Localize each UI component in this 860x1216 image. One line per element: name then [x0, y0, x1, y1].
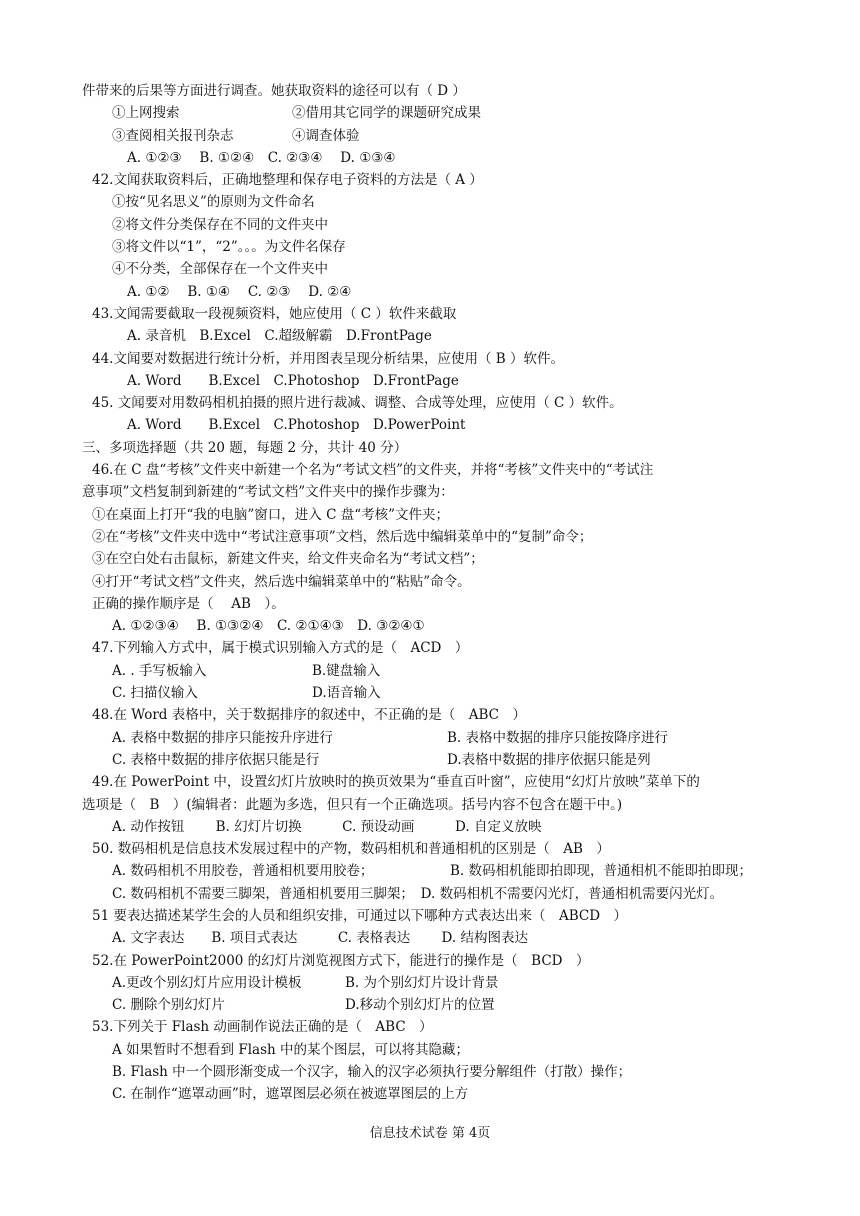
q47-option-a: A. . 手写板输入 — [112, 662, 207, 679]
q42-item-3: ③将文件以“1”，“2”。。。为文件名保存 — [112, 239, 346, 256]
exam-content — [82, 80, 782, 1106]
q52-option-a: A.更改个别幻灯片应用设计模板 — [112, 974, 302, 991]
q46-choices: A. ①②③④ B. ①③②④ C. ②①④③ D. ③②④① — [112, 618, 425, 635]
q48-option-d: D.表格中数据的排序依据只能是列 — [447, 751, 651, 768]
question-48: 48.在 Word 表格中，关于数据排序的叙述中，不正确的是（ ABC ） — [92, 707, 526, 724]
q50-options-row-2: C. 数码相机不需要三脚架，普通相机要用三脚架； D. 数码相机不需要闪光灯，普通相机需要闪光灯。 — [112, 885, 724, 902]
q47-options-row-1 — [82, 660, 782, 682]
q41-options-row-2 — [82, 125, 782, 147]
question-53: 53.下列关于 Flash 动画制作说法正确的是（ ABC ） — [92, 1019, 433, 1036]
q53-option-c: C. 在制作“遮罩动画”时，遮罩图层必须在被遮罩图层的上方 — [112, 1086, 469, 1103]
q42-item-4: ④不分类，全部保存在一个文件夹中 — [112, 261, 328, 278]
q47-option-b: B.键盘输入 — [312, 662, 381, 679]
q52-option-d: D.移动个别幻灯片的位置 — [345, 997, 495, 1014]
q46-step-3: ③在空白处右击鼠标，新建文件夹，给文件夹命名为“考试文档”； — [92, 551, 484, 568]
q41-option-3: ③查阅相关报刊杂志 — [112, 127, 234, 144]
q47-option-d: D.语音输入 — [312, 685, 381, 702]
question-50: 50. 数码相机是信息技术发展过程中的产物，数码相机和普通相机的区别是（ AB ） — [92, 841, 610, 858]
q50-option-b: B. 数码相机能即拍即现，普通相机不能即拍即现； — [450, 863, 753, 880]
q46-step-2: ②在“考核”文件夹中选中“考试注意事项”文档，然后选中编辑菜单中的“复制”命令； — [92, 528, 593, 545]
q41-option-1: ①上网搜索 — [112, 105, 180, 122]
q42-item-2: ②将文件分类保存在不同的文件夹中 — [112, 216, 328, 233]
question-43: 43.文闻需要截取一段视频资料，她应使用（ C ）软件来截取 — [92, 305, 457, 322]
q41-choices: A. ①②③ B. ①②④ C. ②③④ D. ①③④ — [127, 149, 396, 166]
q52-options-row-2 — [82, 994, 782, 1016]
page-footer: 信息技术试卷 第 4页 — [369, 1126, 491, 1141]
q48-option-c: C. 表格中数据的排序依据只能是行 — [112, 751, 320, 768]
q41-option-4: ④调查体验 — [292, 127, 360, 144]
question-45: 45. 文闻要对用数码相机拍摄的照片进行裁减、调整、合成等处理，应使用（ C ）软件。 — [92, 395, 623, 412]
q52-option-c: C. 删除个别幻灯片 — [112, 997, 225, 1014]
question-47: 47.下列输入方式中，属于模式识别输入方式的是（ ACD ） — [92, 640, 469, 657]
q41-option-2: ②借用其它同学的课题研究成果 — [292, 105, 481, 122]
q46-step-1: ①在桌面上打开“我的电脑”窗口，进入 C 盘“考核”文件夹； — [92, 506, 450, 523]
q42-choices: A. ①② B. ①④ C. ②③ D. ②④ — [127, 283, 352, 300]
q50-options-row-1 — [82, 860, 782, 882]
question-51: 51 要表达描述某学生会的人员和组织安排，可通过以下哪种方式表达出来（ ABCD ） — [92, 907, 628, 924]
q44-choices: A. Word B.Excel C.Photoshop D.FrontPage — [127, 372, 459, 389]
q47-option-c: C. 扫描仪输入 — [112, 685, 198, 702]
question-52: 52.在 PowerPoint2000 的幻灯片浏览视图方式下，能进行的操作是（ BCD ） — [92, 952, 590, 969]
q51-choices: A. 文字表达 B. 项目式表达 C. 表格表达 D. 结构图表达 — [112, 930, 528, 947]
q46-step-4: ④打开“考试文档”文件夹，然后选中编辑菜单中的“粘贴”命令。 — [92, 573, 471, 590]
q53-option-a: A 如果暂时不想看到 Flash 中的某个图层，可以将其隐藏； — [112, 1041, 469, 1058]
q41-options-row-1 — [82, 102, 782, 124]
question-49-line-2: 选项是（ B ）(编辑者：此题为多选，但只有一个正确选项。括号内容不包含在题干中。) — [82, 796, 623, 813]
q42-item-1: ①按“见名思义”的原则为文件命名 — [112, 194, 315, 211]
question-49-line-1: 49.在 PowerPoint 中，设置幻灯片放映时的换页效果为“垂直百叶窗”，应使用“幻灯片放映”菜单下的 — [92, 774, 700, 791]
question-44: 44.文闻要对数据进行统计分析，并用图表呈现分析结果，应使用（ B ）软件。 — [92, 350, 564, 367]
q52-option-b: B. 为个别幻灯片设计背景 — [345, 974, 499, 991]
question-46-line-1: 46.在 C 盘“考核”文件夹中新建一个名为“考试文档”的文件夹，并将“考核”文件夹中的“考试注 — [92, 462, 654, 479]
q48-options-row-2 — [82, 749, 782, 771]
q47-options-row-2 — [82, 682, 782, 704]
question-41-stem-tail: 件带来的后果等方面进行调查。她获取资料的途径可以有（ D ） — [82, 83, 466, 99]
q48-option-a: A. 表格中数据的排序只能按升序进行 — [112, 729, 333, 746]
q50-option-a: A. 数码相机不用胶卷，普通相机要用胶卷； — [112, 863, 374, 880]
q43-choices: A. 录音机 B.Excel C.超级解霸 D.FrontPage — [127, 328, 432, 345]
q53-option-b: B. Flash 中一个圆形渐变成一个汉字，输入的汉字必须执行要分解组件（打散）操作； — [112, 1064, 632, 1081]
q48-option-b: B. 表格中数据的排序只能按降序进行 — [447, 729, 669, 746]
q49-choices: A. 动作按钮 B. 幻灯片切换 C. 预设动画 D. 自定义放映 — [112, 818, 542, 835]
q45-choices: A. Word B.Excel C.Photoshop D.PowerPoint — [127, 417, 466, 434]
section-heading-multiple-choice: 三、多项选择题（共 20 题，每题 2 分，共计 40 分） — [82, 439, 408, 456]
q48-options-row-1 — [82, 727, 782, 749]
q46-prompt: 正确的操作顺序是（ AB ）。 — [92, 595, 285, 612]
q52-options-row-1 — [82, 972, 782, 994]
question-42: 42.文闻获取资料后，正确地整理和保存电子资料的方法是（ A ） — [92, 172, 483, 189]
question-46-line-2: 意事项”文档复制到新建的“考试文档”文件夹中的操作步骤为： — [82, 484, 454, 501]
